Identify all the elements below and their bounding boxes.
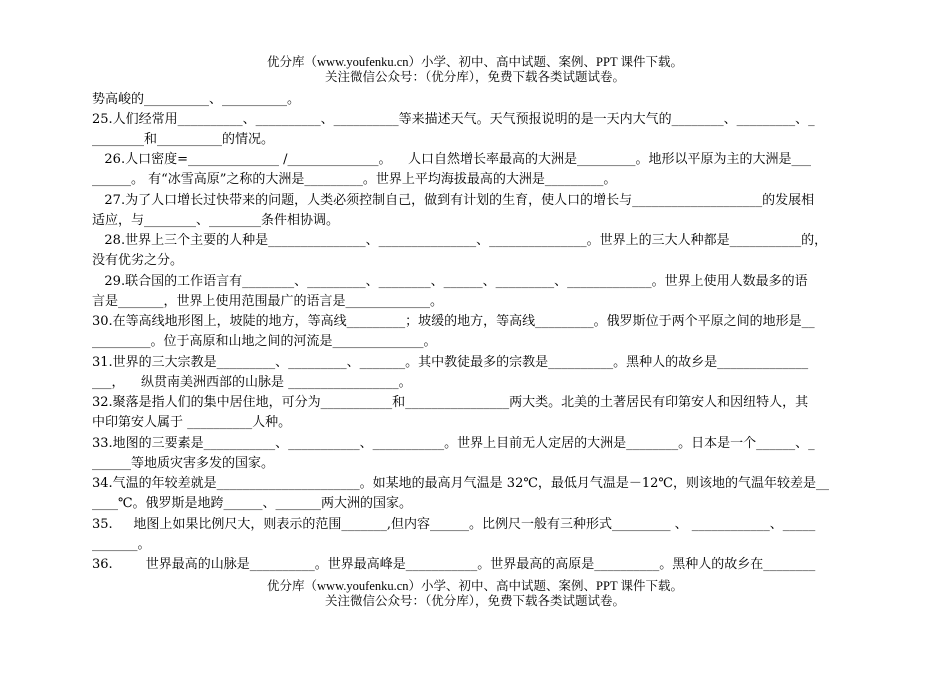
text-line: 31.世界的三大宗教是_________、_________、_______。其中教徒最多的宗教是__________。黑种人的故乡是______________: [92, 355, 809, 370]
text-line: 34.气温的年较差就是______________________。如某地的最高月气温是 32℃，最低月气温是－12℃，则该地的气温年较差是__: [92, 476, 829, 491]
text-line: ____℃。俄罗斯是地跨______、_______两大洲的国家。: [92, 496, 413, 511]
text-line: 35. 地图上如果比例尺大，则表示的范围_______,但内容______。比例尺一般有三种形式_________ 、 ____________、_____: [92, 517, 816, 532]
text-line: ______等地质灾害多发的国家。: [92, 456, 275, 471]
text-line: 33.地图的三要素是___________、___________、___________。世界上目前无人定居的大洲是________。日本是一个______、_: [92, 436, 815, 451]
text-line: 没有优劣之分。: [92, 253, 184, 268]
text-line: 36. 世界最高的山脉是__________。世界最高峰是___________。世界最高的高原是__________。黑种人的故乡在________: [92, 557, 816, 572]
text-line: 29.联合国的工作语言有________、_________、________、______、_________、_____________。世界上使用人数最多的语: [92, 274, 808, 289]
text-line: 30.在等高线地形图上，坡陡的地方，等高线_________；坡缓的地方，等高线_________。俄罗斯位于两个平原之间的地形是__: [92, 314, 815, 329]
text-line: ______。 有“冰雪高原”之称的大洲是_________。世界上平均海拔最高的大洲是_________。: [92, 172, 617, 187]
text-line: 适应，与________、________条件相协调。: [92, 213, 340, 228]
text-line: ___， 纵贯南美洲西部的山脉是 _________________。: [92, 375, 412, 390]
header-line-2: 关注微信公众号：（优分库），免费下载各类试题试卷。: [324, 70, 625, 84]
text-line: 27.为了人口增长过快带来的问题，人类必须控制自己，做到有计划的生育，使人口的增长与____________________的发展相: [92, 193, 815, 208]
footer-line-2: 关注微信公众号：（优分库），免费下载各类试题试卷。: [324, 594, 625, 608]
text-line: 32.聚落是指人们的集中居住地，可分为___________和________________两大类。北美的土著居民有印第安人和因纽特人，其: [92, 395, 809, 410]
text-line: 25.人们经常用__________、__________、__________等来描述天气。天气预报说明的是一天内大气的________、_________、_: [92, 112, 815, 127]
text-line: _______。: [92, 537, 151, 552]
text-line: 26.人口密度=______________ /______________。 人口自然增长率最高的大洲是_________。地形以平原为主的大洲是___: [92, 152, 812, 167]
text-line: ________和__________的情况。: [92, 132, 275, 147]
text-line: 中印第安人属于 __________人种。: [92, 415, 292, 430]
text-line: 言是_______，世界上使用范围最广的语言是_____________。: [92, 294, 444, 309]
text-line: _________。位于高原和山地之间的河流是______________。: [92, 334, 437, 349]
footer-line-1: 优分库（www.youfenku.cn）小学、初中、高中试题、案例、PPT 课件下载。: [267, 579, 683, 593]
header-line-1: 优分库（www.youfenku.cn）小学、初中、高中试题、案例、PPT 课件下载。: [267, 55, 683, 69]
text-line: 势高峻的__________、__________。: [92, 92, 301, 107]
text-line: 28.世界上三个主要的人种是_______________、_______________、_______________。世界上的三大人种都是___________的，: [92, 233, 828, 248]
